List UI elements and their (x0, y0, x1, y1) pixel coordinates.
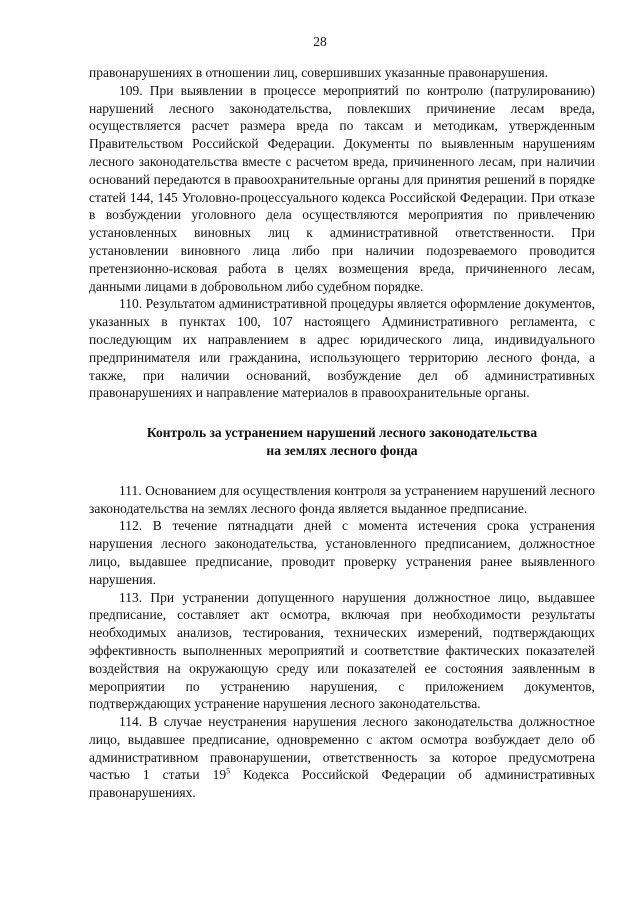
section-heading-line-1: Контроль за устранением нарушений лесного законодательства (146, 425, 538, 441)
paragraph-112: 112. В течение пятнадцати дней с момента истечения срока устранения нарушения лесного законодательства, установленного предписанием, должностное лицо, выдавшее предписание, проводит проверку устранения ранее выявленного нарушения. (89, 518, 595, 587)
paragraph-109: 109. При выявлении в процессе мероприятий по контролю (патрулированию) нарушений лесного законодательства, повлекших причинение лесам вреда, осуществляется расчет размера вреда по таксам и методикам, утвержденным Правительством Российской Федерации. Документы по выявленным нарушениям лесного законодательства вместе с расчетом вреда, причиненного лесам, при наличии оснований передаются в правоохранительные органы для принятия решений в порядке статей 144, 145 Уголовно-процессуального кодекса Российской Федерации. При отказе в возбуждении уголовного дела осуществляются мероприятия по привлечению установленных виновных лиц к административной ответственности. При установлении виновного лица либо при наличии подозреваемого проводится претензионно-исковая работа в целях возмещения вреда, причиненного лесам, данными лицами в добровольном либо судебном порядке. (89, 82, 595, 294)
paragraph-114-text-end: Кодекса Российской Федерации об административных правонарушениях. (89, 767, 595, 801)
section-heading-line-2: на землях лесного фонда (266, 442, 418, 458)
paragraph-108cont: правонарушениях в отношении лиц, совершивших указанные правонарушения. (89, 65, 549, 80)
paragraph-group-bottom (89, 482, 595, 713)
paragraph-110: 110. Результатом административной процедуры является оформление документов, указанных в пунктах 100, 107 настоящего Административного регламента, с последующим их направлением в адрес юридического лица, индивидуального предпринимателя или гражданина, использующего территорию лесного фонда, а также, при наличии оснований, возбуждение дел об административных правонарушениях и направление материалов в правоохранительные органы. (89, 296, 595, 401)
paragraph-group-top (89, 64, 595, 402)
paragraph-114-text: 114. В случае неустранения нарушения лесного законодательства должностное лицо, выдавшее предписание, одновременно с актом осмотра возбуждает дело об административном правонарушении, ответственность за которое предусмотрена частью 1 статьи 19 (89, 714, 595, 783)
page-number: 28 (313, 34, 327, 49)
paragraph-111: 111. Основанием для осуществления контроля за устранением нарушений лесного законодательства на землях лесного фонда является выданное предписание. (89, 482, 595, 516)
document-body (89, 64, 595, 802)
paragraph-114 (89, 713, 595, 802)
section-heading (89, 424, 595, 460)
paragraph-113: 113. При устранении допущенного нарушения должностное лицо, выдавшее предписание, составляет акт осмотра, включая при необходимости результаты необходимых анализов, тестирования, технических измерений, подтверждающих эффективность выполненных мероприятий и соответствие фактических показателей воздействия на окружающую среду или показателей ее состояния заявленным в мероприятии по устранению нарушения, с приложением документов, подтверждающих устранение нарушения лесного законодательства. (89, 589, 595, 712)
article-superscript: 5 (226, 766, 231, 776)
